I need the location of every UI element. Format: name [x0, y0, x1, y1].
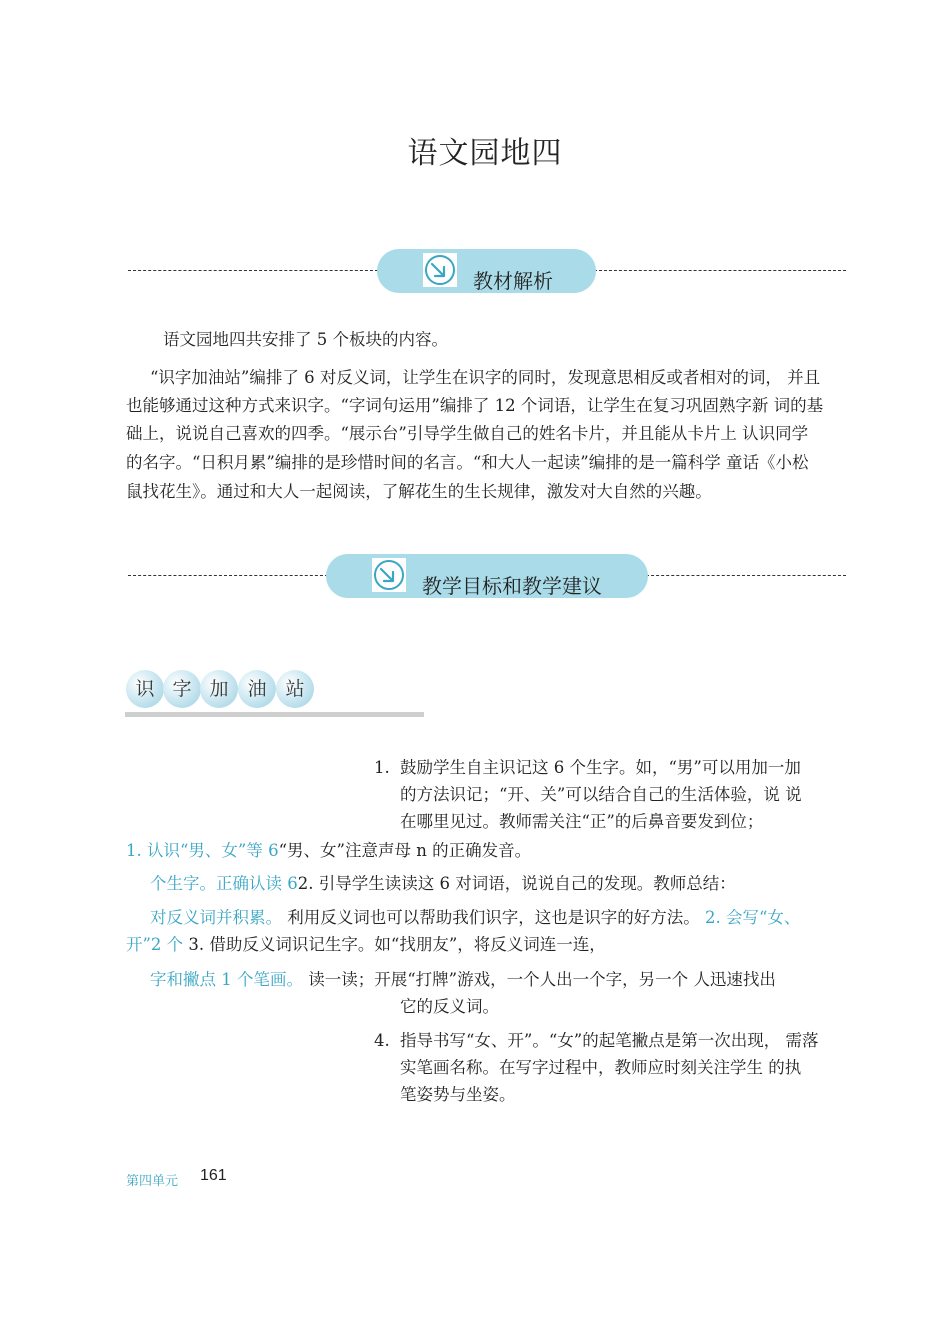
item-text: 的方法识记；“开、关”可以结合自己的生活体验，说 说	[400, 785, 802, 804]
goal-text: 字和撇点 1 个笔画。	[150, 970, 303, 989]
check-arrow-icon	[372, 558, 406, 592]
item-number: 4.	[374, 1031, 390, 1050]
banner-teaching-goals	[326, 554, 648, 598]
suggestion-text: 利用反义词也可以帮助我们识字，这也是识字的好方法。	[282, 908, 700, 927]
banner-label: 教材解析	[473, 269, 553, 293]
goal-text: 对反义词并积累。	[150, 908, 282, 927]
mixed-line	[150, 870, 736, 899]
suggestion-text: 2. 引导学生读读这 6 对词语，说说自己的发现。教师总结：	[297, 874, 736, 893]
banner-textbook-analysis	[377, 249, 596, 293]
goal-text: 1. 认识“男、女”等 6	[126, 841, 279, 860]
mixed-line	[126, 931, 606, 960]
page-title: 语文园地四	[407, 136, 563, 171]
suggestion-text: “男、女”注意声母 n 的正确发音。	[278, 841, 532, 860]
mixed-line	[150, 966, 776, 995]
banner-divider-right	[594, 270, 846, 271]
item-text: 指导书写“女、开”。“女”的起笔撇点是第一次出现， 需落	[400, 1031, 819, 1050]
suggestion-text: 3. 借助反义词识记生字。如“找朋友”，将反义词连一连，	[183, 935, 606, 954]
page-number: 161	[200, 1167, 227, 1184]
intro-line: 础上，说说自己喜欢的四季。“展示台”引导学生做自己的姓名卡片，并且能从卡片上 认识同学	[126, 424, 809, 443]
footer-unit: 第四单元	[126, 1174, 179, 1189]
mixed-line	[150, 904, 800, 933]
suggestion-text: 读一读；开展“打牌”游戏，一个人出一个字，另一个 人迅速找出	[303, 970, 776, 989]
intro-line: 鼠找花生》。通过和大人一起阅读，了解花生的生长规律，激发对大自然的兴趣。	[126, 482, 712, 501]
check-arrow-icon	[423, 253, 457, 287]
banner-divider-left	[128, 575, 328, 576]
mixed-line	[400, 993, 499, 1022]
intro-line: “识字加油站”编排了 6 对反义词，让学生在识字的同时，发现意思相反或者相对的词， 并且	[150, 368, 821, 387]
item-number: 1.	[374, 758, 390, 777]
banner-label: 教学目标和教学建议	[422, 574, 602, 598]
mixed-line	[126, 837, 531, 866]
intro-lead: 语文园地四共安排了 5 个板块的内容。	[163, 330, 448, 349]
section-heading-char: 油	[238, 670, 276, 708]
section-heading-char: 识	[126, 670, 164, 708]
section-underline	[125, 712, 424, 717]
intro-line: 的名字。“日积月累”编排的是珍惜时间的名言。“和大人一起读”编排的是一篇科学 童话《小松	[126, 453, 809, 472]
banner-divider-left	[128, 270, 378, 271]
item-text: 实笔画名称。在写字过程中，教师应时刻关注学生 的执	[400, 1058, 802, 1077]
item-text: 笔姿势与坐姿。	[400, 1085, 516, 1104]
section-heading-char: 加	[200, 670, 238, 708]
section-heading-char: 字	[163, 670, 201, 708]
goal-text: 开”2 个	[126, 935, 184, 954]
goal-text: 个生字。正确认读 6	[150, 874, 298, 893]
intro-line: 也能够通过这种方式来识字。“字词句运用”编排了 12 个词语，让学生在复习巩固熟字新 词的基	[126, 396, 824, 415]
item-text: 鼓励学生自主识记这 6 个生字。如，“男”可以用加一加	[400, 758, 801, 777]
section-heading-char: 站	[276, 670, 314, 708]
item-text: 在哪里见过。教师需关注“正”的后鼻音要发到位；	[400, 812, 764, 831]
suggestion-text: 它的反义词。	[400, 997, 499, 1016]
banner-divider-right	[646, 575, 846, 576]
goal-text: 2. 会写“女、	[699, 908, 801, 927]
